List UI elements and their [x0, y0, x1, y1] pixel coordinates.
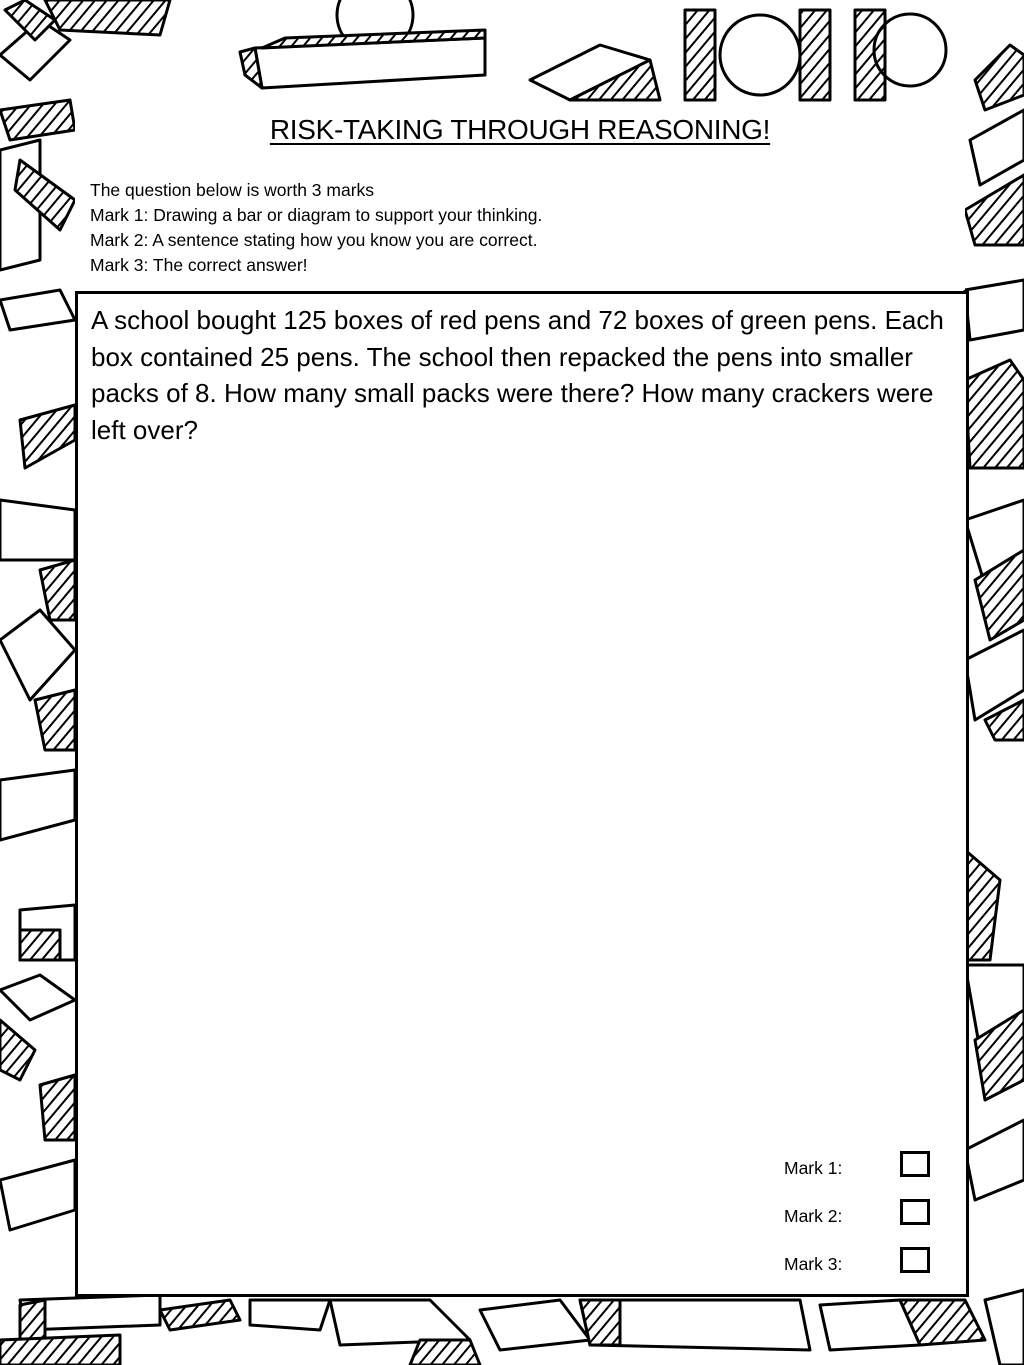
mark-2-checkbox[interactable] — [900, 1199, 930, 1225]
mark-1-label: Mark 1: — [784, 1158, 843, 1178]
worksheet-title: RISK-TAKING THROUGH REASONING! — [269, 114, 771, 145]
marking-instructions — [90, 178, 542, 278]
question-text: A school bought 125 boxes of red pens and 72 boxes of green pens. Each box contained 25 pens. The school then repacked the pens into smaller packs of 8. How many small packs were there? How many crackers were left over? — [91, 305, 944, 445]
instructions-panel — [75, 102, 965, 290]
answer-area[interactable] — [75, 291, 969, 1297]
mark-3-checkbox[interactable] — [900, 1247, 930, 1273]
mark-3-label: Mark 3: — [784, 1254, 843, 1274]
mark-2-label: Mark 2: — [784, 1206, 843, 1226]
mark-3-row — [784, 1247, 936, 1279]
mark-1-checkbox[interactable] — [900, 1151, 930, 1177]
instruction-line: The question below is worth 3 marks — [90, 180, 375, 200]
mark-2-row — [784, 1199, 936, 1231]
instruction-line: Mark 3: The correct answer! — [90, 255, 308, 275]
mark-1-row — [784, 1151, 936, 1183]
instruction-line: Mark 1: Drawing a bar or diagram to support your thinking. — [90, 205, 543, 225]
instruction-line: Mark 2: A sentence stating how you know you are correct. — [90, 230, 538, 250]
